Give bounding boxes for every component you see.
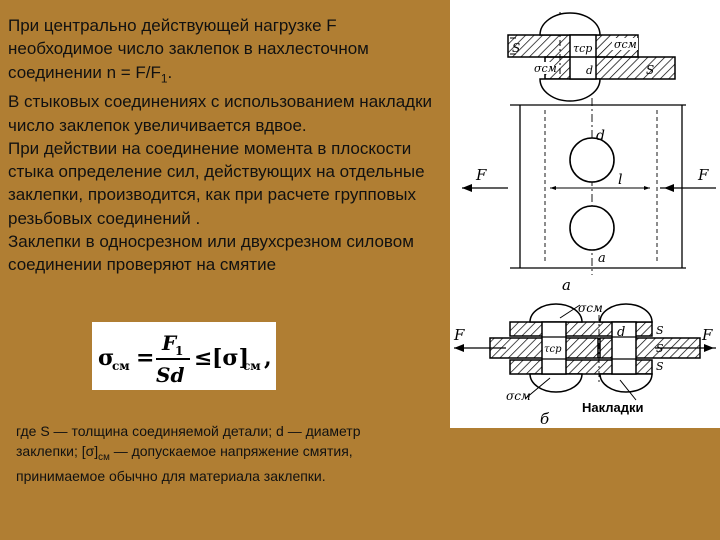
label-s-top: S (512, 41, 521, 55)
rivet-circle-top (570, 138, 614, 182)
label-tau-top: τср (573, 42, 593, 55)
label-sigma-bottom-top: σсм (578, 301, 603, 315)
label-sigma-top-right: σсм (614, 38, 637, 51)
caption-text-b: — допускаемое напряжение смятия, принимаемое обычно для материала заклепки. (16, 442, 353, 484)
formula-numerator: F (162, 331, 177, 355)
formula-leq: ≤ (194, 345, 213, 371)
label-sigma-bottom-left: σсм (506, 389, 531, 403)
formula-svg (92, 322, 276, 390)
label-l: l (618, 172, 623, 188)
p1-line1: При центрально действующей нагрузке F (8, 16, 337, 35)
rivet-circle-bottom (570, 206, 614, 250)
label-overlays: Накладки (582, 400, 644, 415)
formula-equals: = (136, 345, 155, 371)
label-f-left-middle: F (476, 166, 487, 184)
p1-line3 (8, 62, 173, 85)
formula-numerator-sub: 1 (175, 344, 184, 358)
p1-line2: необходимое число заклепок в нахлесточном (8, 39, 369, 59)
plan-view (462, 98, 716, 275)
label-tau-bottom: τср (544, 344, 562, 355)
label-s-bottom-2: S (656, 342, 664, 355)
label-s-bottom-3: S (656, 360, 664, 373)
label-f-left-bottom: F (454, 326, 465, 344)
label-sigma-top-left: σсм (534, 62, 557, 75)
formula-sigma-sub: см (112, 359, 130, 373)
caption-sub: см (98, 451, 110, 463)
p2: В стыковых соединениях с использованием накладки число заклепок увеличивается вдвое. (8, 92, 433, 135)
caption-text-a: где S — толщина соединяемой детали; d — диаметр заклепки; [σ] (16, 423, 361, 459)
p1-line3-text: соединении n = F/F (8, 62, 161, 82)
formula-bracket: [σ] (212, 345, 250, 371)
formula-box (92, 322, 276, 390)
label-f-right-middle: F (698, 166, 709, 184)
label-b: б (540, 410, 550, 428)
label-d-top: d (586, 64, 594, 77)
butt-joint-section (454, 304, 716, 400)
formula-bracket-sub: см (243, 359, 261, 373)
label-a: a (562, 276, 571, 294)
label-s-bottom-1: S (656, 324, 664, 337)
label-d-middle: d (596, 128, 605, 144)
rivet-diagram-svg (450, 0, 720, 428)
formula-comma: , (264, 345, 272, 371)
label-a-bottom-circle: a (598, 251, 606, 266)
label-s-top-right: S (646, 63, 655, 77)
label-f-right-bottom: F (702, 326, 713, 344)
p1-line3-sub: 1 (160, 70, 168, 85)
caption (16, 422, 416, 486)
lap-joint-section (508, 12, 675, 101)
p4: Заклепки в односрезном или двухсрезном силовом соединении проверяют на смятие (8, 232, 414, 275)
p3: При действии на соединение момента в плоскости стыка определение сил, действующих на отдельные заклепки, производится, как при расчете групповых резьбовых соединений . (8, 138, 425, 228)
p1-line3-suffix: . (167, 62, 173, 82)
label-d-bottom: d (617, 325, 626, 340)
formula-denominator: Sd (156, 363, 185, 387)
formula-sigma: σ (98, 345, 115, 371)
main-text (8, 14, 448, 277)
rivet-diagram (450, 0, 720, 428)
